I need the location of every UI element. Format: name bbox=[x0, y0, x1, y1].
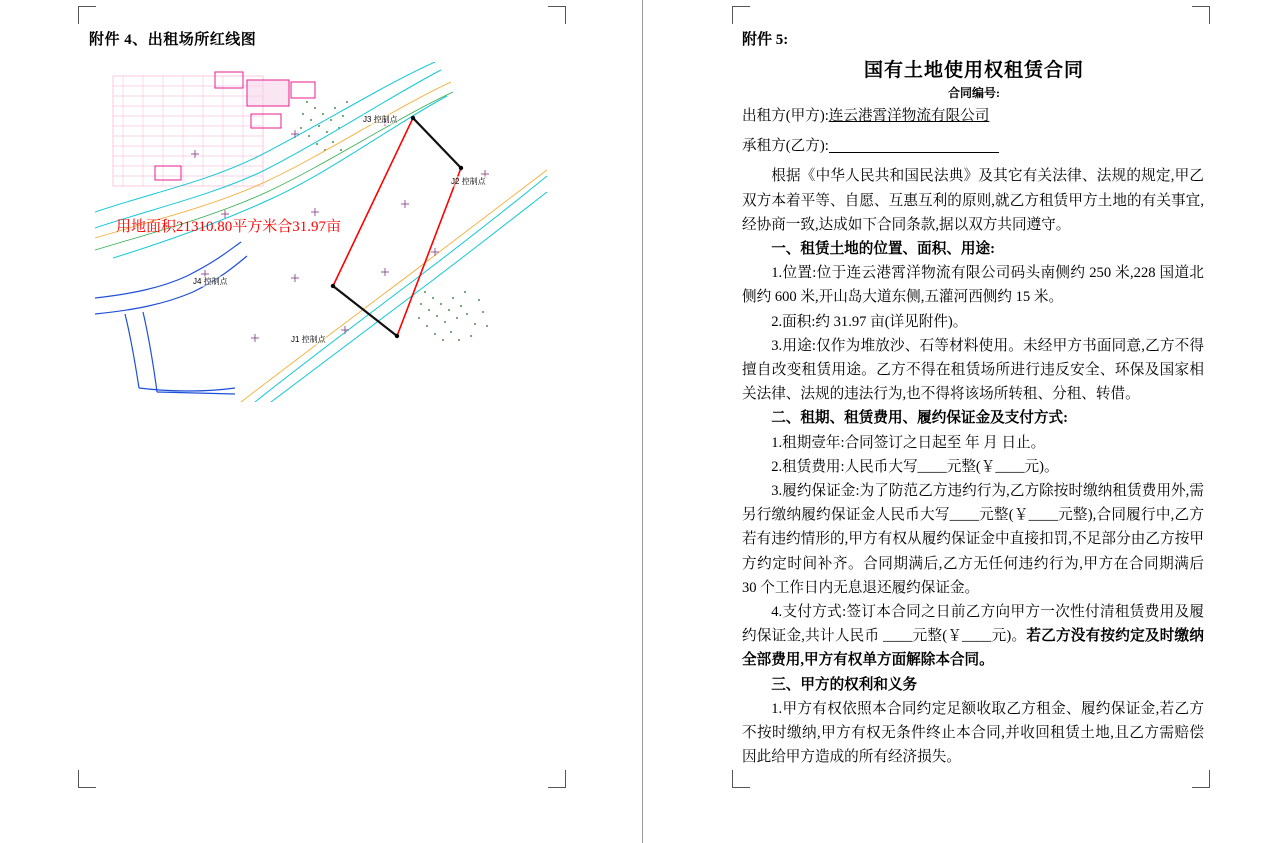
control-point-label-j1: J1 控制点 bbox=[291, 335, 326, 344]
clause-2-1: 1.租期壹年:合同签订之日起至 年 月 日止。 bbox=[771, 434, 1046, 451]
clause-3-1: 1.甲方有权依照本合同约定足额收取乙方租金、履约保证金,若乙方不按时缴纳,甲方有权无条件终止本合同,并收回租赁土地,且乙方需赔偿因此给甲方造成的所有经济损失。 bbox=[742, 700, 1204, 766]
lessee-line bbox=[742, 134, 1204, 158]
contract-title: 国有土地使用权租赁合同 bbox=[863, 60, 1084, 81]
crop-mark bbox=[1192, 770, 1210, 788]
control-point-label-j4: J4 控制点 bbox=[193, 277, 228, 286]
section-3-heading: 三、甲方的权利和义务 bbox=[771, 676, 918, 693]
crop-mark bbox=[548, 6, 566, 24]
lessor-label: 出租方(甲方): bbox=[742, 108, 829, 124]
lessor-value: 连云港霄洋物流有限公司 bbox=[828, 108, 990, 124]
page-left bbox=[0, 0, 643, 843]
contract-body bbox=[742, 104, 1204, 769]
control-point-label-j3: J3 控制点 bbox=[363, 115, 398, 124]
crop-mark bbox=[78, 6, 96, 24]
map-area-label: 用地面积21310.80平方米合31.97亩 bbox=[116, 219, 342, 235]
crop-mark bbox=[732, 6, 750, 24]
control-point-label-j2: J2 控制点 bbox=[451, 177, 486, 186]
lessee-blank[interactable] bbox=[829, 135, 999, 153]
clause-2-4-text: 4.支付方式:签订本合同之日前乙方向甲方一次性付清租赁费用及履约保证金,共计人民币 ____元整(￥____元)。 bbox=[742, 604, 1204, 645]
attachment-label: 附件 5: bbox=[742, 32, 789, 48]
clause-1-2: 2.面积:约 31.97 亩(详见附件)。 bbox=[771, 313, 968, 330]
clause-2-4 bbox=[742, 600, 1204, 673]
redline-boundary bbox=[333, 118, 461, 336]
clause-1-3: 3.用途:仅作为堆放沙、石等材料使用。未经甲方书面同意,乙方不得擅自改变租赁用途。乙方不得在租赁场所进行违反安全、环保及国家相关法律、法规的违法行为,也不得将该场所转租、分租、转借。 bbox=[742, 337, 1204, 403]
lessor-line bbox=[742, 104, 1204, 128]
crop-mark bbox=[548, 770, 566, 788]
section-1-heading: 一、租赁土地的位置、面积、用途: bbox=[771, 241, 995, 258]
contract-number-label: 合同编号: bbox=[948, 86, 1000, 100]
clause-1-1: 1.位置:位于连云港霄洋物流有限公司码头南侧约 250 米,228 国道北侧约 600 米,开山岛大道东侧,五灌河西侧约 15 米。 bbox=[742, 265, 1204, 306]
crop-mark bbox=[1192, 6, 1210, 24]
crop-mark bbox=[78, 770, 96, 788]
preamble-paragraph: 根据《中华人民共和国民法典》及其它有关法律、法规的规定,甲乙双方本着平等、自愿、互惠互利的原则,就乙方租赁甲方土地的有关事宜,经协商一致,达成如下合同条款,据以双方共同遵守。 bbox=[742, 168, 1204, 233]
clause-2-3: 3.履约保证金:为了防范乙方违约行为,乙方除按时缴纳租赁费用外,需另行缴纳履约保证金人民币大写____元整(￥____元整),合同履行中,乙方若有违约情形的,甲方有权从履约保证金中直接扣罚,不足部分由乙方按甲方约定时间补齐。合同期满后,乙方无任何违约行为,甲方在合同期满后 30 个工作日内无息退还履约保证金。 bbox=[742, 483, 1204, 596]
clause-2-4-emphasis: 若乙方没有按约定及时缴纳全部费用,甲方有权单方面解除本合同。 bbox=[742, 628, 1204, 669]
clause-2-2: 2.租赁费用:人民币大写____元整(￥____元)。 bbox=[771, 458, 1059, 475]
lessee-label: 承租方(乙方): bbox=[742, 138, 829, 155]
page-title: 附件 4、出租场所红线图 bbox=[89, 32, 257, 48]
crop-mark bbox=[732, 770, 750, 788]
section-2-heading: 二、租期、租赁费用、履约保证金及支付方式: bbox=[771, 410, 1068, 427]
